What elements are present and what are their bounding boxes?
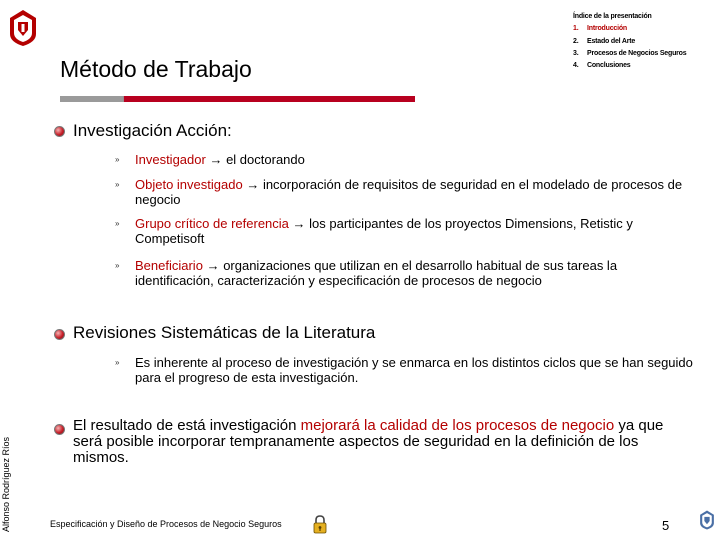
list-item xyxy=(135,177,695,207)
author-side-text: Alfonso Rodríguez Ríos xyxy=(1,436,11,532)
footer-text: Especificación y Diseño de Procesos de Negocio Seguros xyxy=(50,519,282,529)
list-item xyxy=(135,258,695,288)
index-item[interactable] xyxy=(573,48,686,60)
university-crest-icon xyxy=(6,8,40,48)
index-item[interactable] xyxy=(573,36,686,48)
lock-icon xyxy=(312,514,328,534)
index-item-number: 4. xyxy=(573,62,579,70)
double-chevron-icon: » xyxy=(115,155,119,164)
list-item xyxy=(135,216,695,246)
index-item-label: Conclusiones xyxy=(587,62,631,70)
index-item-number: 1. xyxy=(573,25,579,33)
index-item[interactable] xyxy=(573,60,686,72)
double-chevron-icon: » xyxy=(115,180,119,189)
conclusion-text: ya que será posible incorporar tempranamente aspectos de seguridad en la definición de los mismos. xyxy=(73,417,664,466)
item-arrow: → xyxy=(292,216,306,231)
index-item-number: 3. xyxy=(573,49,579,57)
item-arrow: → xyxy=(206,258,220,273)
list-item xyxy=(135,152,695,167)
item-text: los participantes de los proyectos Dimensions, Retistic y Competisoft xyxy=(135,216,633,246)
item-term: Objeto investigado xyxy=(135,177,243,192)
presentation-index xyxy=(573,11,686,72)
index-item[interactable] xyxy=(573,23,686,35)
section-heading: Revisiones Sistemáticas de la Literatura xyxy=(73,323,376,342)
index-item-number: 2. xyxy=(573,37,579,45)
index-item-label: Introducción xyxy=(587,25,627,33)
bullet-icon xyxy=(54,329,65,340)
conclusion-text: El resultado de está investigación xyxy=(73,417,301,434)
item-term: Grupo crítico de referencia xyxy=(135,216,289,231)
double-chevron-icon: » xyxy=(115,219,119,228)
list-item: Es inherente al proceso de investigación y se enmarca en los distintos ciclos que se han seguido para el progreso de esta investigación. xyxy=(135,355,693,385)
page-number: 5 xyxy=(662,518,670,533)
conclusion-highlight: mejorará la calidad de los procesos de negocio xyxy=(300,417,615,434)
item-arrow: → xyxy=(209,152,223,167)
index-heading: Índice de la presentación xyxy=(573,13,652,20)
item-text: incorporación de requisitos de seguridad en el modelado de procesos de negocio xyxy=(135,177,683,207)
index-item-label: Estado del Arte xyxy=(587,37,636,45)
section-heading: Investigación Acción: xyxy=(73,121,232,140)
item-text: organizaciones que utilizan en el desarrollo habitual de sus tareas la identificación, caracterización y especificación de procesos de negocio xyxy=(135,258,618,288)
bullet-icon xyxy=(54,126,65,137)
conclusion-paragraph xyxy=(73,418,688,466)
item-text: el doctorando xyxy=(226,152,305,167)
double-chevron-icon: » xyxy=(115,261,119,270)
bullet-icon xyxy=(54,424,65,435)
item-term: Beneficiario xyxy=(135,258,203,273)
page-title: Método de Trabajo xyxy=(60,56,252,82)
title-underline-bar xyxy=(60,96,415,102)
double-chevron-icon: » xyxy=(115,358,119,367)
index-item-label: Procesos de Negocios Seguros xyxy=(587,49,687,57)
item-term: Investigador xyxy=(135,152,206,167)
university-crest-icon xyxy=(698,508,716,532)
item-arrow: → xyxy=(246,177,260,192)
